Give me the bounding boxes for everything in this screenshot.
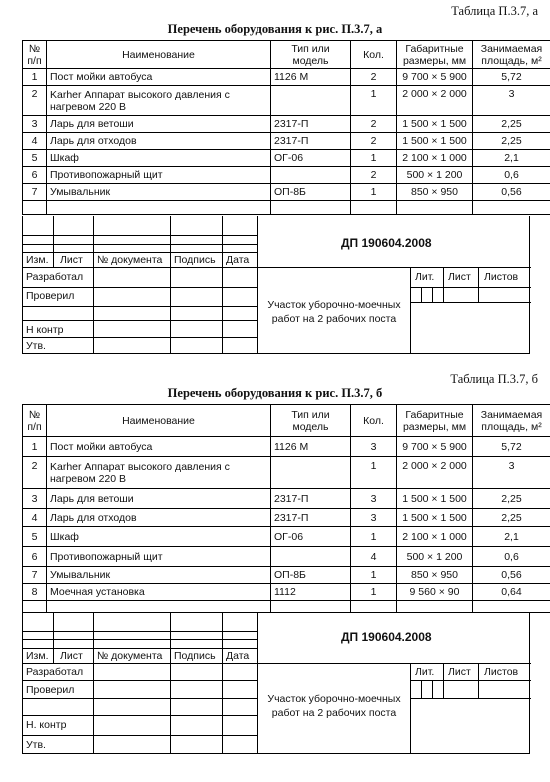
table-row <box>23 547 550 567</box>
cell-name: Пост мойки автобуса <box>47 437 271 457</box>
cell-qty: 4 <box>351 547 397 567</box>
cell-qty: 1 <box>351 184 397 201</box>
col-header-dims: Габаритные размеры, мм <box>397 41 473 69</box>
cell-num: 4 <box>23 509 47 527</box>
stamp-izm: Изм. <box>26 254 49 266</box>
cell-area: 0,6 <box>473 167 550 184</box>
table-title: Перечень оборудования к рис. П.3.7, а <box>167 22 383 36</box>
table-row-empty <box>23 601 550 613</box>
cell-dims: 1 500 × 1 500 <box>397 509 473 527</box>
stamp-checked: Проверил <box>26 290 75 302</box>
work-name-line1: Участок уборочно-моечных <box>267 299 401 311</box>
cell-type <box>271 86 351 116</box>
document-code: ДП 190604.2008 <box>341 236 432 250</box>
cell-dims: 2 100 × 1 000 <box>397 527 473 547</box>
cell-qty: 3 <box>351 509 397 527</box>
cell-num: 3 <box>23 489 47 509</box>
cell-type: ОГ-06 <box>271 150 351 167</box>
cell-qty: 2 <box>351 69 397 86</box>
cell-type <box>271 547 351 567</box>
stamp-date: Дата <box>226 254 250 266</box>
cell-dims: 1 500 × 1 500 <box>397 489 473 509</box>
stamp-n-control: Н контр <box>26 324 64 336</box>
table-label: Таблица П.3.7, б <box>450 372 538 386</box>
table-row <box>23 437 550 457</box>
cell-type: 2317-П <box>271 116 351 133</box>
cell-type: ОП-8Б <box>271 567 351 584</box>
cell-qty: 1 <box>351 527 397 547</box>
stamp-lit: Лит. <box>415 666 435 678</box>
cell-name: Ларь для ветоши <box>47 489 271 509</box>
cell-name: Умывальник <box>47 567 271 584</box>
cell-type: ОГ-06 <box>271 527 351 547</box>
stamp-n-control: Н. контр <box>26 719 67 731</box>
cell-dims: 9 700 × 5 900 <box>397 437 473 457</box>
cell-num: 3 <box>23 116 47 133</box>
col-header-type: Тип или модель <box>271 41 351 69</box>
stamp-approved: Утв. <box>26 739 46 751</box>
cell-name: Karher Аппарат высокого давления с нагревом 220 В <box>47 457 271 489</box>
cell-qty: 1 <box>351 584 397 601</box>
col-header-num: № п/п <box>23 41 47 69</box>
cell-num: 2 <box>23 86 47 116</box>
table-block-b <box>0 364 550 782</box>
cell-name: Karher Аппарат высокого давления с нагревом 220 В <box>47 86 271 116</box>
stamp-sheets: Листов <box>484 271 519 283</box>
cell-area: 2,1 <box>473 150 550 167</box>
cell-area: 0,6 <box>473 547 550 567</box>
table-row <box>23 133 550 150</box>
table-row <box>23 584 550 601</box>
col-header-name: Наименование <box>47 41 271 69</box>
table-title: Перечень оборудования к рис. П.3.7, б <box>167 386 383 400</box>
stamp-developed: Разработал <box>26 666 84 678</box>
cell-num: 1 <box>23 437 47 457</box>
stamp-developed: Разработал <box>26 271 84 283</box>
cell-num: 5 <box>23 150 47 167</box>
stamp-sign: Подпись <box>174 254 216 266</box>
col-header-name: Наименование <box>47 405 271 437</box>
cell-area: 2,1 <box>473 527 550 547</box>
stamp-checked: Проверил <box>26 684 75 696</box>
cell-type: 1126 М <box>271 437 351 457</box>
cell-qty: 2 <box>351 167 397 184</box>
cell-dims: 1 500 × 1 500 <box>397 116 473 133</box>
cell-dims: 2 000 × 2 000 <box>397 457 473 489</box>
cell-dims: 500 × 1 200 <box>397 547 473 567</box>
table-row <box>23 509 550 527</box>
cell-type: 1126 М <box>271 69 351 86</box>
col-header-qty: Кол. <box>351 41 397 69</box>
cell-name: Шкаф <box>47 527 271 547</box>
equipment-table <box>22 40 550 215</box>
stamp-date: Дата <box>226 650 250 662</box>
col-header-num: № п/п <box>23 405 47 437</box>
table-row <box>23 489 550 509</box>
cell-num: 8 <box>23 584 47 601</box>
cell-dims: 2 100 × 1 000 <box>397 150 473 167</box>
cell-num: 7 <box>23 567 47 584</box>
stamp-list: Лист <box>60 254 83 266</box>
cell-name: Ларь для отходов <box>47 509 271 527</box>
table-row <box>23 567 550 584</box>
cell-name: Противопожарный щит <box>47 547 271 567</box>
cell-num: 7 <box>23 184 47 201</box>
cell-dims: 1 500 × 1 500 <box>397 133 473 150</box>
stamp-lit: Лит. <box>415 271 435 283</box>
cell-qty: 2 <box>351 133 397 150</box>
cell-area: 3 <box>473 457 550 489</box>
work-name <box>259 298 409 326</box>
cell-num: 6 <box>23 167 47 184</box>
cell-name: Умывальник <box>47 184 271 201</box>
cell-type <box>271 167 351 184</box>
stamp-doc-no: № документа <box>97 650 163 662</box>
work-name-line1: Участок уборочно-моечных <box>267 693 401 705</box>
cell-dims: 2 000 × 2 000 <box>397 86 473 116</box>
cell-area: 2,25 <box>473 509 550 527</box>
cell-type: 1112 <box>271 584 351 601</box>
cell-area: 5,72 <box>473 437 550 457</box>
cell-qty: 3 <box>351 437 397 457</box>
cell-name: Ларь для отходов <box>47 133 271 150</box>
cell-qty: 1 <box>351 86 397 116</box>
cell-area: 2,25 <box>473 133 550 150</box>
cell-num: 6 <box>23 547 47 567</box>
col-header-type: Тип или модель <box>271 405 351 437</box>
cell-area: 5,72 <box>473 69 550 86</box>
cell-dims: 850 × 950 <box>397 184 473 201</box>
cell-type <box>271 457 351 489</box>
cell-qty: 2 <box>351 116 397 133</box>
table-row-empty <box>23 201 550 215</box>
cell-type: ОП-8Б <box>271 184 351 201</box>
cell-area: 3 <box>473 86 550 116</box>
cell-type: 2317-П <box>271 509 351 527</box>
cell-type: 2317-П <box>271 489 351 509</box>
cell-name: Моечная установка <box>47 584 271 601</box>
cell-type: 2317-П <box>271 133 351 150</box>
table-row <box>23 457 550 489</box>
stamp-sheet: Лист <box>448 271 471 283</box>
stamp-list: Лист <box>60 650 83 662</box>
cell-area: 2,25 <box>473 116 550 133</box>
cell-dims: 9 700 × 5 900 <box>397 69 473 86</box>
stamp-izm: Изм. <box>26 650 49 662</box>
title-block <box>22 216 530 354</box>
cell-area: 0,56 <box>473 184 550 201</box>
col-header-dims: Габаритные размеры, мм <box>397 405 473 437</box>
cell-qty: 1 <box>351 150 397 167</box>
table-row <box>23 69 550 86</box>
cell-area: 2,25 <box>473 489 550 509</box>
cell-qty: 3 <box>351 489 397 509</box>
stamp-sign: Подпись <box>174 650 216 662</box>
work-name <box>259 692 409 720</box>
stamp-approved: Утв. <box>26 340 46 352</box>
cell-num: 1 <box>23 69 47 86</box>
table-row <box>23 167 550 184</box>
cell-name: Шкаф <box>47 150 271 167</box>
work-name-line2: работ на 2 рабочих поста <box>271 707 397 719</box>
table-row <box>23 150 550 167</box>
cell-area: 0,56 <box>473 567 550 584</box>
table-row <box>23 527 550 547</box>
table-row <box>23 116 550 133</box>
work-name-line2: работ на 2 рабочих поста <box>271 313 397 325</box>
col-header-qty: Кол. <box>351 405 397 437</box>
cell-name: Противопожарный щит <box>47 167 271 184</box>
col-header-area: Занимаемая площадь, м² <box>473 41 550 69</box>
cell-name: Ларь для ветоши <box>47 116 271 133</box>
cell-name: Пост мойки автобуса <box>47 69 271 86</box>
cell-qty: 1 <box>351 457 397 489</box>
cell-num: 2 <box>23 457 47 489</box>
table-row <box>23 184 550 201</box>
table-block-a <box>0 0 550 360</box>
cell-dims: 850 × 950 <box>397 567 473 584</box>
equipment-table <box>22 404 550 613</box>
table-row <box>23 86 550 116</box>
cell-qty: 1 <box>351 567 397 584</box>
document-code: ДП 190604.2008 <box>341 630 432 644</box>
stamp-doc-no: № документа <box>97 254 163 266</box>
col-header-area: Занимаемая площадь, м² <box>473 405 550 437</box>
cell-dims: 9 560 × 90 <box>397 584 473 601</box>
table-label: Таблица П.3.7, а <box>451 4 538 18</box>
cell-num: 5 <box>23 527 47 547</box>
cell-area: 0,64 <box>473 584 550 601</box>
cell-dims: 500 × 1 200 <box>397 167 473 184</box>
title-block <box>22 612 530 754</box>
stamp-sheets: Листов <box>484 666 519 678</box>
stamp-sheet: Лист <box>448 666 471 678</box>
cell-num: 4 <box>23 133 47 150</box>
